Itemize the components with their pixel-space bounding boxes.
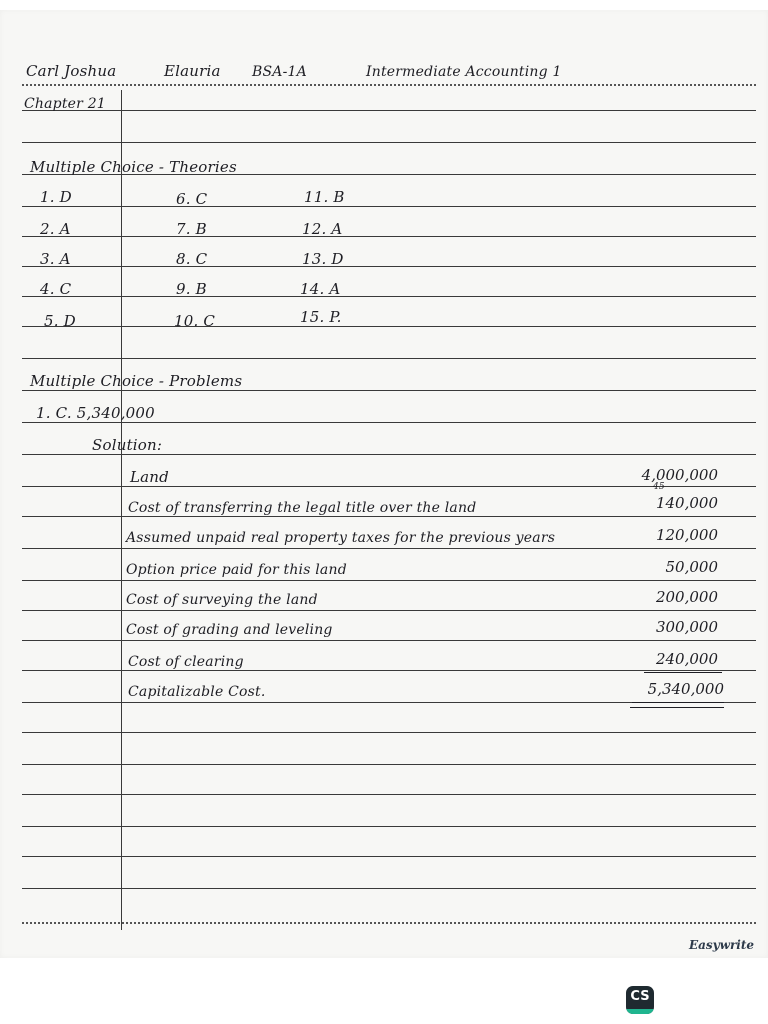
answer-item: 3. A [40, 250, 71, 268]
cost-item-amount: 4,000,000 [641, 466, 718, 484]
answer-item: 2. A [40, 220, 71, 238]
ruled-line [22, 206, 756, 207]
ruled-line [22, 856, 756, 857]
ruled-line [22, 888, 756, 889]
problems-heading: Multiple Choice - Problems [30, 372, 243, 390]
ruled-line [22, 296, 756, 297]
answer-item: 12. A [302, 220, 343, 238]
answer-item: 9. B [176, 280, 207, 298]
answer-item: 6. C [176, 190, 208, 208]
answer-item: 11. B [304, 188, 345, 206]
answer-item: 14. A [300, 280, 341, 298]
answer-item: 7. B [176, 220, 207, 238]
solution-label: Solution: [92, 436, 163, 454]
cost-item-amount: 200,000 [655, 588, 718, 606]
problem-answer: 1. C. 5,340,000 [36, 404, 155, 422]
cost-item-amount: 240,000 [655, 650, 718, 668]
theories-heading: Multiple Choice - Theories [30, 158, 237, 176]
amount-correction: 45 [653, 482, 665, 492]
ruled-line [22, 110, 756, 111]
cost-item-label: Land [130, 468, 169, 486]
answer-item: 10. C [174, 312, 216, 330]
easywrite-watermark: Easywrite [689, 938, 755, 952]
cost-item-amount: 50,000 [665, 558, 718, 576]
answer-item: 1. D [40, 188, 72, 206]
ruled-line [22, 826, 756, 827]
ruled-line [22, 640, 756, 641]
bottom-dotted-rule [22, 922, 756, 924]
cost-item-amount: 140,000 [655, 494, 718, 512]
total-amount: 5,340,000 [647, 680, 724, 698]
cost-item-label: Cost of grading and leveling [126, 622, 333, 638]
cost-item-label: Option price paid for this land [126, 562, 347, 578]
ruled-line [22, 454, 756, 455]
notebook-page [0, 10, 768, 958]
ruled-line [22, 236, 756, 237]
total-double-underline-bottom [630, 707, 724, 708]
student-surname: Elauria [164, 62, 221, 80]
answer-item: 4. C [40, 280, 72, 298]
section: BSA-1A [252, 64, 307, 80]
ruled-line [22, 732, 756, 733]
logo-accent-bar [626, 1009, 654, 1014]
cost-item-label: Assumed unpaid real property taxes for the previous years [126, 530, 556, 546]
ruled-line [22, 486, 756, 487]
cost-item-amount: 120,000 [655, 526, 718, 544]
ruled-line [22, 422, 756, 423]
total-label: Capitalizable Cost. [128, 684, 266, 700]
ruled-line [22, 610, 756, 611]
camscanner-logo [626, 986, 654, 1014]
ruled-line [22, 266, 756, 267]
cost-item-label: Cost of clearing [128, 654, 244, 670]
ruled-line [22, 794, 756, 795]
ruled-line [22, 358, 756, 359]
subject: Intermediate Accounting 1 [366, 64, 562, 80]
ruled-line [22, 670, 756, 671]
ruled-line [22, 142, 756, 143]
ruled-line [22, 390, 756, 391]
ruled-line [22, 516, 756, 517]
student-name: Carl Joshua [26, 62, 117, 80]
chapter-label: Chapter 21 [24, 96, 106, 112]
answer-item: 8. C [176, 250, 208, 268]
cost-item-label: Cost of transferring the legal title over the land [128, 500, 477, 516]
cost-item-amount: 300,000 [655, 618, 718, 636]
answer-item: 15. P. [300, 308, 342, 326]
total-double-underline-top [632, 702, 724, 703]
margin-line [121, 90, 122, 930]
ruled-line [22, 580, 756, 581]
ruled-line [22, 764, 756, 765]
answer-item: 5. D [44, 312, 76, 330]
ruled-line [22, 326, 756, 327]
ruled-line [22, 548, 756, 549]
logo-text: CS [630, 989, 650, 1004]
top-dotted-rule [22, 84, 756, 86]
cost-item-label: Cost of surveying the land [126, 592, 318, 608]
answer-item: 13. D [302, 250, 344, 268]
subtotal-underline [644, 672, 722, 673]
